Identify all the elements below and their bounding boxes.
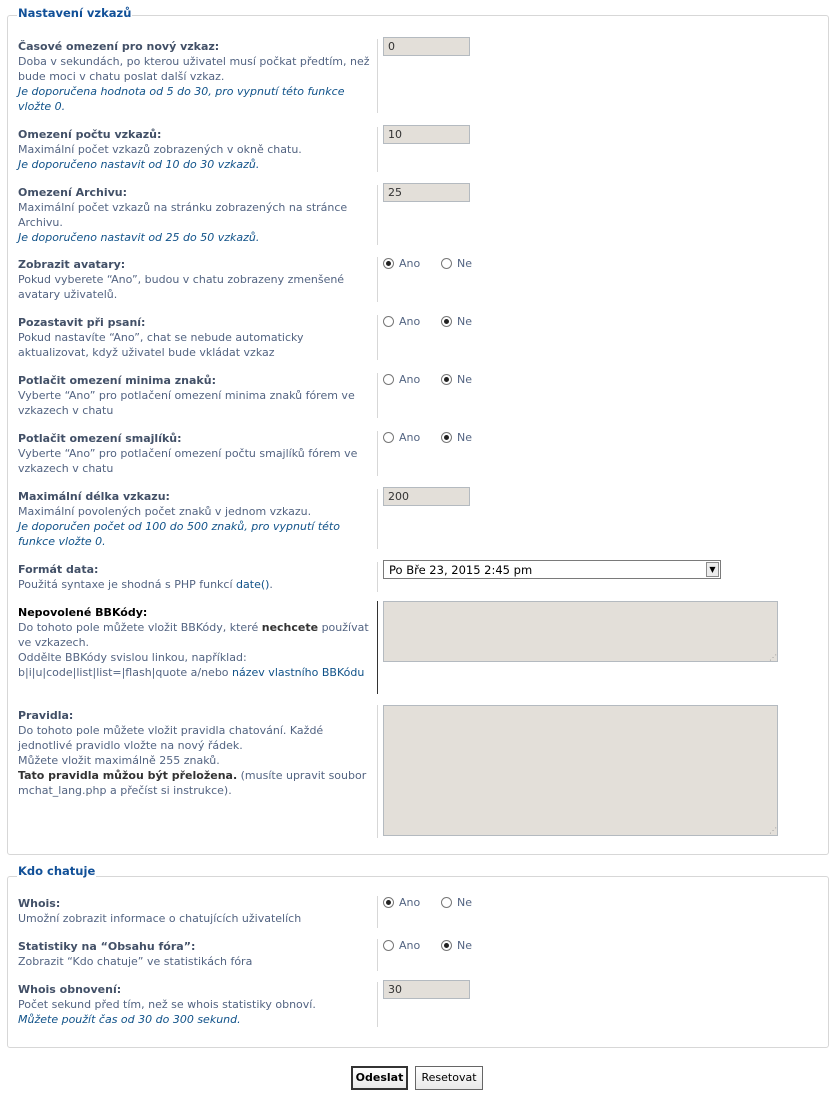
radio-label-yes: Ano <box>399 939 421 952</box>
radio-circle[interactable] <box>441 432 452 443</box>
rules-desc3 <box>18 768 376 798</box>
whois-no-radio[interactable] <box>441 896 472 909</box>
radio-circle[interactable] <box>441 940 452 951</box>
radio-label-no: Ne <box>457 373 472 386</box>
radio-label-yes: Ano <box>399 315 421 328</box>
bbcodes-desc <box>18 620 376 650</box>
radio-circle[interactable] <box>383 432 394 443</box>
smilies-desc: Vyberte “Ano” pro potlačení omezení počtu smajlíků fórem ve vzkazech v chatu <box>18 447 358 475</box>
settings-legend: Nastavení vzkazů <box>18 6 132 20</box>
min-chars-desc: Vyberte “Ano” pro potlačení omezení minima znaků fórem ve vzkazech v chatu <box>18 389 355 417</box>
radio-circle[interactable] <box>441 258 452 269</box>
rules-desc2: Můžete vložit maximálně 255 znaků. <box>18 754 220 767</box>
bbcodes-desc-end: používat ve vzkazech. <box>18 621 369 649</box>
bbcodes-title: Nepovolené BBKódy: <box>18 606 148 619</box>
separator <box>377 315 378 360</box>
radio-label-no: Ne <box>457 896 472 909</box>
form-buttons <box>0 1066 832 1090</box>
time-limit-input[interactable]: 0 <box>383 37 470 56</box>
separator <box>377 705 378 838</box>
bbcodes-desc2: Oddělte BBKódy svislou linkou, například: <box>18 651 247 664</box>
avatars-no-radio[interactable] <box>441 257 472 270</box>
min-chars-label <box>18 373 376 418</box>
separator <box>377 127 378 172</box>
separator <box>377 601 378 694</box>
radio-circle[interactable] <box>383 374 394 385</box>
time-limit-title: Časové omezení pro nový vzkaz: <box>18 40 220 53</box>
smilies-title: Potlačit omezení smajlíků: <box>18 432 182 445</box>
archive-limit-input[interactable]: 25 <box>383 183 470 202</box>
whois-label <box>18 896 376 926</box>
min-chars-no-radio[interactable] <box>441 373 472 386</box>
msg-limit-title: Omezení počtu vzkazů: <box>18 128 162 141</box>
whois-refresh-input[interactable]: 30 <box>383 980 470 999</box>
msg-limit-label <box>18 127 376 172</box>
reset-button[interactable]: Resetovat <box>415 1066 483 1090</box>
pause-label <box>18 315 376 360</box>
pause-title: Pozastavit při psaní: <box>18 316 146 329</box>
separator <box>377 431 378 476</box>
max-length-title: Maximální délka vzkazu: <box>18 490 170 503</box>
resize-grip-icon[interactable]: ⋰ <box>769 653 777 662</box>
date-format-desc-end: . <box>269 578 273 591</box>
radio-label-no: Ne <box>457 939 472 952</box>
smilies-no-radio[interactable] <box>441 431 472 444</box>
stats-index-title: Statistiky na “Obsahu fóra”: <box>18 940 196 953</box>
whois-refresh-hint: Můžete použít čas od 30 do 300 sekund. <box>18 1013 241 1026</box>
radio-label-yes: Ano <box>399 257 421 270</box>
resize-grip-icon[interactable]: ⋰ <box>769 826 777 835</box>
avatars-yes-radio[interactable] <box>383 257 420 270</box>
submit-button[interactable]: Odeslat <box>351 1066 408 1090</box>
bbcodes-desc3 <box>18 665 376 680</box>
max-length-desc: Maximální povolených počet znaků v jednom vzkazu. <box>18 505 312 518</box>
min-chars-title: Potlačit omezení minima znaků: <box>18 374 216 387</box>
time-limit-hint: Je doporučena hodnota od 5 do 30, pro vypnutí této funkce vložte 0. <box>18 85 345 113</box>
msg-limit-desc: Maximální počet vzkazů zobrazených v okně chatu. <box>18 143 302 156</box>
date-format-title: Formát data: <box>18 563 99 576</box>
date-format-label <box>18 562 376 592</box>
who-fieldset <box>7 876 829 1048</box>
min-chars-yes-radio[interactable] <box>383 373 420 386</box>
rules-desc3-strong: Tato pravidla můžou být přeložena. <box>18 769 238 782</box>
rules-desc: Do tohoto pole můžete vložit pravidla chatování. Každé jednotlivé pravidlo vložte na nový řádek. <box>18 724 324 752</box>
max-length-input[interactable]: 200 <box>383 487 470 506</box>
msg-limit-hint: Je doporučeno nastavit od 10 do 30 vzkazů. <box>18 158 260 171</box>
smilies-yes-radio[interactable] <box>383 431 420 444</box>
bbcodes-textarea[interactable] <box>383 601 778 662</box>
pause-yes-radio[interactable] <box>383 315 420 328</box>
separator <box>377 39 378 113</box>
avatars-title: Zobrazit avatary: <box>18 258 126 271</box>
rules-textarea[interactable] <box>383 705 778 836</box>
whois-refresh-desc: Počet sekund před tím, než se whois statistiky obnoví. <box>18 998 316 1011</box>
bbcodes-desc-text: Do tohoto pole můžete vložit BBKódy, které <box>18 621 262 634</box>
archive-limit-hint: Je doporučeno nastavit od 25 do 50 vzkazů. <box>18 231 260 244</box>
separator <box>377 257 378 302</box>
stats-index-label <box>18 939 376 969</box>
msg-limit-input[interactable]: 10 <box>383 125 470 144</box>
stats-index-no-radio[interactable] <box>441 939 472 952</box>
avatars-desc: Pokud vyberete “Ano”, budou v chatu zobrazeny zmenšené avatary uživatelů. <box>18 273 345 301</box>
separator <box>377 185 378 245</box>
radio-label-yes: Ano <box>399 896 421 909</box>
radio-circle[interactable] <box>383 940 394 951</box>
separator <box>377 982 378 1027</box>
separator <box>377 489 378 549</box>
archive-limit-label <box>18 185 376 245</box>
smilies-label <box>18 431 376 476</box>
radio-circle[interactable] <box>441 316 452 327</box>
time-limit-label <box>18 39 376 114</box>
radio-circle[interactable] <box>441 897 452 908</box>
radio-circle[interactable] <box>383 316 394 327</box>
max-length-label <box>18 489 376 549</box>
radio-label-no: Ne <box>457 257 472 270</box>
max-length-hint: Je doporučen počet od 100 do 500 znaků, pro vypnutí této funkce vložte 0. <box>18 520 340 548</box>
separator <box>377 939 378 971</box>
settings-fieldset <box>7 15 829 855</box>
separator <box>377 562 378 592</box>
date-format-select[interactable] <box>383 560 721 579</box>
whois-refresh-label <box>18 982 376 1027</box>
date-format-desc-text: Použitá syntaxe je shodná s PHP funkcí <box>18 578 237 591</box>
whois-yes-radio[interactable] <box>383 896 420 909</box>
custom-bbcode-link[interactable]: název vlastního BBKódu <box>232 666 365 679</box>
radio-label-yes: Ano <box>399 373 421 386</box>
whois-title: Whois: <box>18 897 61 910</box>
bbcodes-desc3-text: b|i|u|code|list|list=|flash|quote a/nebo <box>18 666 233 679</box>
pause-desc: Pokud nastavíte “Ano”, chat se nebude automaticky aktualizovat, když uživatel bude vkládat vzkaz <box>18 331 304 359</box>
php-date-link[interactable]: date() <box>236 578 270 591</box>
radio-label-yes: Ano <box>399 431 421 444</box>
radio-label-no: Ne <box>457 315 472 328</box>
stats-index-yes-radio[interactable] <box>383 939 420 952</box>
rules-label <box>18 708 376 798</box>
rules-title: Pravidla: <box>18 709 74 722</box>
radio-circle[interactable] <box>383 258 394 269</box>
whois-desc: Umožní zobrazit informace o chatujících uživatelích <box>18 912 302 925</box>
pause-no-radio[interactable] <box>441 315 472 328</box>
date-format-selected-value: Po Bře 23, 2015 2:45 pm <box>389 563 533 577</box>
whois-refresh-title: Whois obnovení: <box>18 983 122 996</box>
chevron-down-icon[interactable]: ▼ <box>706 562 719 577</box>
archive-limit-desc: Maximální počet vzkazů na stránku zobrazených na stránce Archivu. <box>18 201 348 229</box>
radio-label-no: Ne <box>457 431 472 444</box>
avatars-label <box>18 257 376 302</box>
bbcodes-desc-strong: nechcete <box>261 621 319 634</box>
date-format-desc <box>18 577 376 592</box>
rules-desc3-end: (musíte upravit soubor mchat_lang.php a přečíst si instrukce). <box>18 769 367 797</box>
separator <box>377 896 378 928</box>
who-legend: Kdo chatuje <box>18 864 96 878</box>
stats-index-desc: Zobrazit “Kdo chatuje” ve statistikách fóra <box>18 955 253 968</box>
archive-limit-title: Omezení Archivu: <box>18 186 128 199</box>
bbcodes-label <box>18 605 376 680</box>
radio-circle[interactable] <box>441 374 452 385</box>
separator <box>377 373 378 418</box>
radio-circle[interactable] <box>383 897 394 908</box>
time-limit-desc: Doba v sekundách, po kterou uživatel musí počkat předtím, než bude moci v chatu poslat další vzkaz. <box>18 55 370 83</box>
